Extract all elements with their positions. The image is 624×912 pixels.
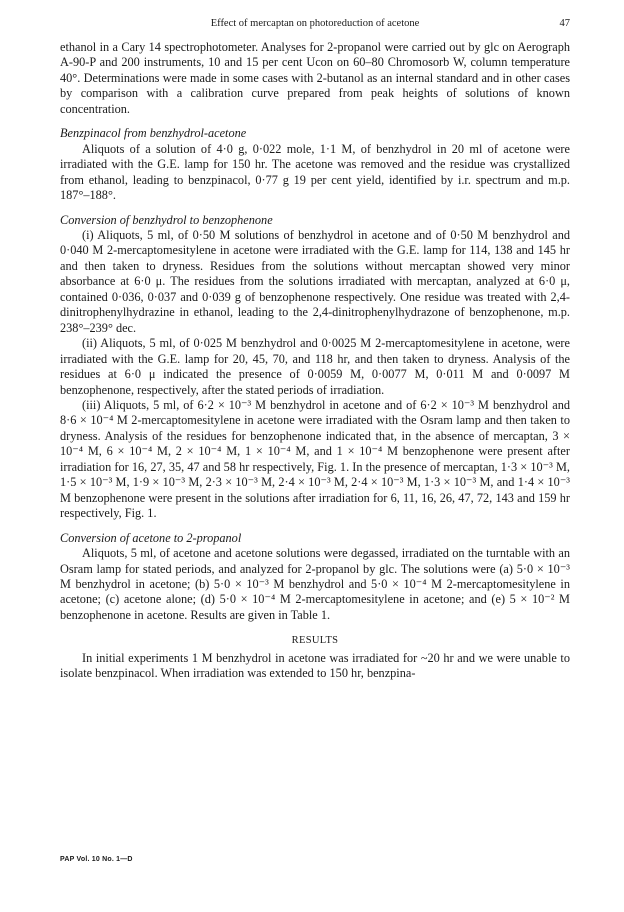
running-title: Effect of mercaptan on photoreduction of acetone [210,18,420,29]
paragraph-conversion-i: (i) Aliquots, 5 ml, of 0·50 M solutions of benzhydrol in acetone and of 0·50 M benzhydrol and 0·040 M 2-mercaptomesitylene in acetone were irradiated with the G.E. lamp for 114, 138 and 145 hr and then taken to dryness. Residues from the solutions without mercaptan showed very minor absorbance at 6·0 μ. The residues from the solutions irradiated with mercaptan, analyzed at 6·0 μ, contained 0·036, 0·037 and 0·039 g of benzophenone respectively. One residue was treated with 2,4-dinitrophenylhydrazine in ethanol, leading to the 2,4-dinitrophenylhydrazone of benzophenone, m.p. 238°–239° dec. [60,227,570,335]
section-heading-benzhydrol-conversion: Conversion of benzhydrol to benzophenone [60,212,273,227]
paragraph-results: In initial experiments 1 M benzhydrol in acetone was irradiated for ~20 hr and we were unable to isolate benzpinacol. When irradiation was extended to 150 hr, benzpina- [60,650,570,681]
section-heading-benzpinacol: Benzpinacol from benzhydrol-acetone [60,126,247,141]
paragraph-benzpinacol: Aliquots of a solution of 4·0 g, 0·022 mole, 1·1 M, of benzhydrol in 20 ml of acetone were irradiated with the G.E. lamp for 150 hr. The acetone was removed and the residue was crystallized from ethanol, leading to benzpinacol, 0·77 g 19 per cent yield, identified by i.r. spectrum and m.p. 187°–188°. [60,141,570,203]
footer-volume-mark: PAP Vol. 10 No. 1—D [60,856,133,863]
page-number: 47 [559,18,570,29]
paragraph-conversion-iii: (iii) Aliquots, 5 ml, of 6·2 × 10⁻³ M benzhydrol in acetone and of 6·2 × 10⁻³ M benzhydrol and 8·6 × 10⁻⁴ M 2-mercaptomesitylene in acetone were irradiated with the Osram lamp and then taken to dryness. Analysis of the residues for benzophenone indicated that, in the absence of mercaptan, 3 × 10⁻⁴ M, 6 × 10⁻⁴ M, 2 × 10⁻⁴ M, 1 × 10⁻⁴ M, and 1 × 10⁻⁴ M benzophenone were present after irradiation for 16, 27, 35, 47 and 58 hr respectively, Fig. 1. In the presence of mercaptan, 1·3 × 10⁻³ M, 1·5 × 10⁻³ M, 1·9 × 10⁻³ M, 2·3 × 10⁻³ M, 2·4 × 10⁻³ M, 2·4 × 10⁻³ M, 1·3 × 10⁻³ M, and 1·4 × 10⁻³ M benzophenone were present in the solutions after irradiation for 6, 11, 16, 26, 47, 72, 143 and 159 hr respectively, Fig. 1. [60,397,570,521]
article-body [60,40,570,682]
section-heading-results: RESULTS [291,635,339,647]
section-heading-acetone-conversion: Conversion of acetone to 2-propanol [60,530,242,545]
running-header [60,18,570,32]
paragraph-intro: ethanol in a Cary 14 spectrophotometer. Analyses for 2-propanol were carried out by glc on Aerograph A-90-P and 200 instruments, 10 and 15 per cent Ucon on 60–80 Chromosorb W, column temperature 40°. Determinations were made in some cases with 2-butanol as an internal standard and in other cases by comparison with a calibration curve prepared from peak heights of solutions of known concentration. [60,40,570,116]
paragraph-conversion-ii: (ii) Aliquots, 5 ml, of 0·025 M benzhydrol and 0·0025 M 2-mercaptomesitylene in acetone, were irradiated with the G.E. lamp for 20, 45, 70, and 118 hr, and then taken to dryness. Analysis of the residues at 6·0 μ indicated the presence of 0·0059 M, 0·0077 M, 0·011 M and 0·0097 M benzophenone, respectively, after the stated periods of irradiation. [60,336,570,397]
paragraph-acetone: Aliquots, 5 ml, of acetone and acetone solutions were degassed, irradiated on the turntable with an Osram lamp for stated periods, and analyzed for 2-propanol by glc. The solutions were (a) 5·0 × 10⁻³ M benzhydrol in acetone; (b) 5·0 × 10⁻³ M benzhydrol and 5·0 × 10⁻⁴ M 2-mercaptomesitylene in acetone; (c) acetone alone; (d) 5·0 × 10⁻⁴ M 2-mercaptomesitylene in acetone; and (e) 5 × 10⁻² M benzophenone in acetone. Results are given in Table 1. [60,546,570,622]
